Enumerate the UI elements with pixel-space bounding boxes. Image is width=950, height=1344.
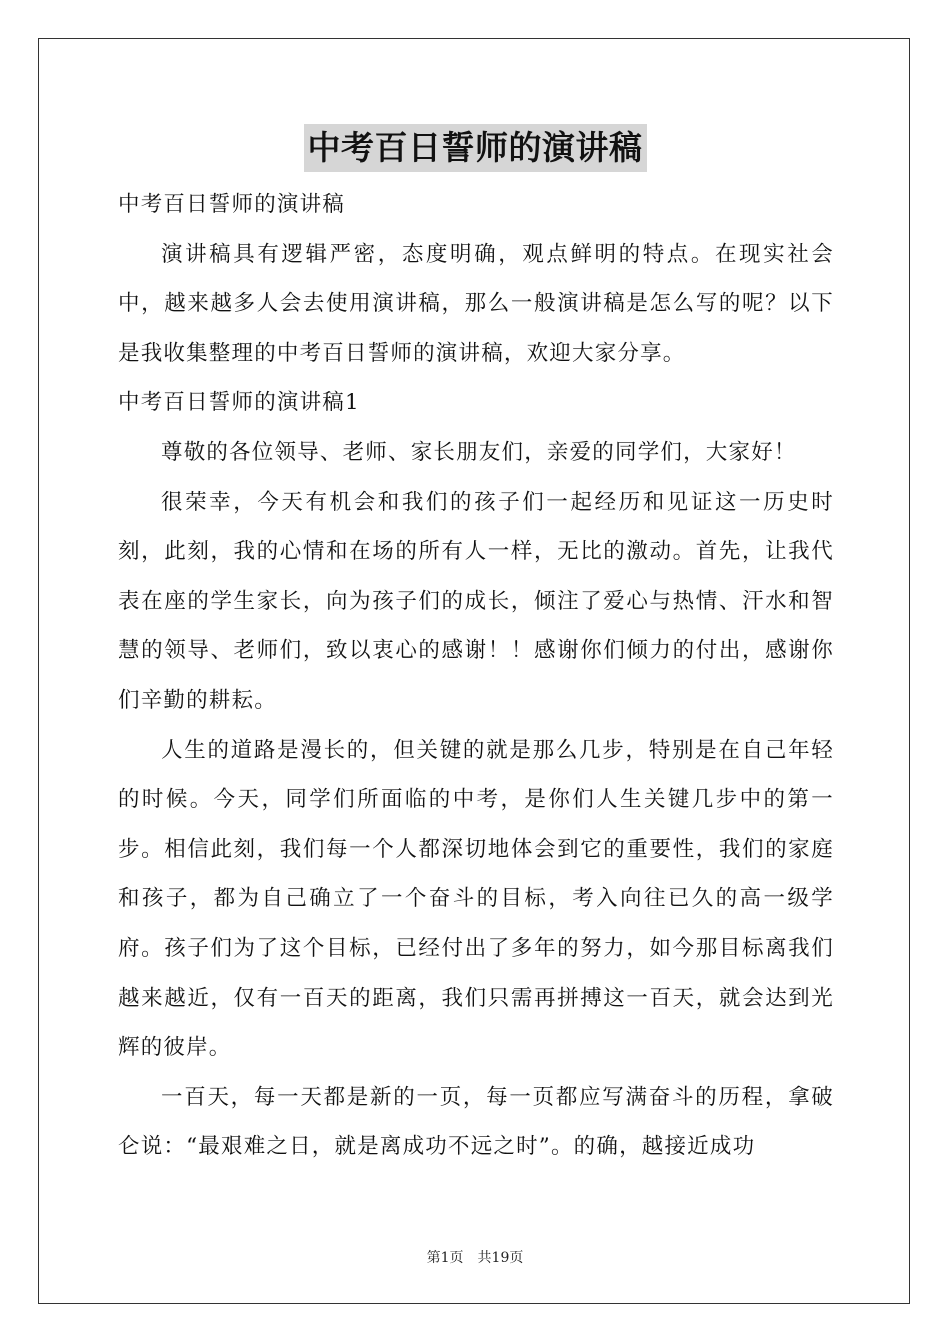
paragraph-body: 人生的道路是漫长的，但关键的就是那么几步，特别是在自己年轻的时候。今天，同学们所面临的中考，是你们人生关键几步中的第一步。相信此刻，我们每一个人都深切地体会到它的重要性，我们的家庭和孩子，都为自己确立了一个奋斗的目标，考入向往已久的高一级学府。孩子们为了这个目标，已经付出了多年的努力，如今那目标离我们越来越近，仅有一百天的距离，我们只需再拼搏这一百天，就会达到光辉的彼岸。	[118, 737, 834, 1061]
page-total: 共19页	[477, 1250, 524, 1266]
document-body	[118, 180, 834, 1172]
document-title: 中考百日誓师的演讲稿	[304, 124, 647, 172]
paragraph-subtitle: 中考百日誓师的演讲稿	[118, 192, 346, 217]
page-number: 第1页	[426, 1250, 464, 1266]
paragraph-greeting: 尊敬的各位领导、老师、家长朋友们，亲爱的同学们，大家好！	[161, 439, 797, 465]
paragraph-intro: 演讲稿具有逻辑严密，态度明确，观点鲜明的特点。在现实社会中，越来越多人会去使用演讲稿，那么一般演讲稿是怎么写的呢？以下是我收集整理的中考百日誓师的演讲稿，欢迎大家分享。	[118, 241, 834, 366]
title-container	[0, 124, 950, 172]
paragraph-section-heading: 中考百日誓师的演讲稿1	[118, 390, 360, 416]
paragraph-body: 一百天，每一天都是新的一页，每一页都应写满奋斗的历程，拿破仑说：“最艰难之日，就是离成功不远之时”。的确，越接近成功	[118, 1084, 834, 1160]
page-footer	[0, 1248, 950, 1268]
paragraph-body: 很荣幸，今天有机会和我们的孩子们一起经历和见证这一历史时刻，此刻，我的心情和在场的所有人一样，无比的激动。首先，让我代表在座的学生家长，向为孩子们的成长，倾注了爱心与热情、汗水和智慧的领导、老师们，致以衷心的感谢！！感谢你们倾力的付出，感谢你们辛勤的耕耘。	[118, 489, 834, 713]
